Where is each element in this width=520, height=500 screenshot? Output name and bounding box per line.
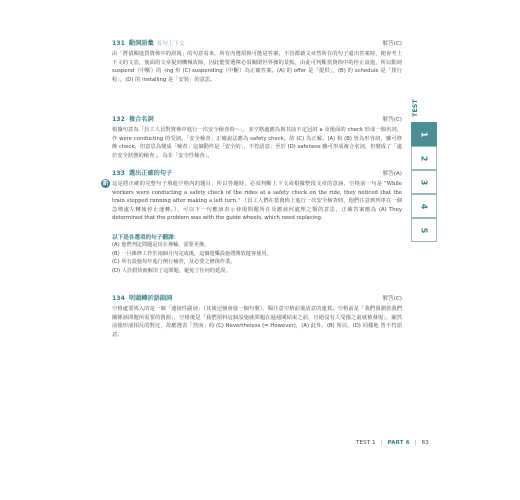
tab-label: 3 (419, 179, 429, 185)
options-heading: 以下是各選項的句子翻譯： (112, 234, 180, 241)
question-category: 選出正確的句子 (128, 170, 173, 177)
test-label: TEST (411, 99, 419, 117)
options-list (112, 241, 402, 275)
question-header (112, 116, 402, 124)
answer-label: 解答(C) (382, 41, 402, 47)
explanation-rest: （員工人們在當資佈上進行一次安全檢查時，他們注意到列車在一個急彎處左轉後停止運轉。），可以下一句應該表示發現問題所在及應該何處理之類的意思，正確答案應為 (A) They determined that the problem was with the guide wheels, which need replacing. (112, 198, 403, 222)
answer-label: 解答(C) (382, 117, 402, 123)
question-header (112, 295, 402, 303)
question-number: 134 (112, 295, 125, 302)
option-a: (A) 他們判定問題是出在導輪，需要更換。 (112, 241, 210, 248)
question-number: 133 (112, 170, 125, 177)
page-footer (356, 440, 429, 446)
tab-label: 2 (419, 155, 429, 161)
question-subcategory: 長句上下文 (156, 41, 185, 47)
question-number: 131 (112, 40, 125, 47)
option-b: (B) 一旦維修工作於兩個月內完成後，這個遊樂設施將開放遊客使用。 (112, 250, 272, 257)
page-number: 83 (421, 440, 429, 446)
answer-label: 解答(C) (382, 296, 402, 302)
explanation-text: 空格處要填入的是一個「連接性副詞」（其後逗號會接一個句號），閱注意空格前後語意的連貫。空格前是「我們預測當我們關係該問題所需要的資源」，空格後是「我們預料這個設施就問題在過週間結束之前，且絕沒有人受傷之前就被發現」，顯然前後形成相反的對比，故應選表「然而」的 (C) Nevertheless (= However)，(A) 此外、(B) 所以、(D) 同樣地 皆不符語意。 (112, 306, 402, 338)
footer-separator: | (380, 440, 383, 446)
tab-test-2[interactable] (411, 146, 437, 170)
explanation-text: 由「將偵閱進貨資佈中的誤報」的句意看來，所有內選項與可能是答案，不管都被文章然所在的句子還出答案時，便會考上下文的文意，後面的文章提到機械故障，因此能要選擇必須關閉世界操的景點，由此可判斷當資佈中的停止設施，所以動詞 suspend（中斷）的 -ing 形 (C) suspending（中斷）為正確答案。(A) 的 offer 是「提供」，(B) 的 schedule 是「排行程」，(D) 的 installing 是「安裝」的意思。 (112, 51, 402, 83)
question-131 (112, 40, 402, 84)
question-134 (112, 295, 402, 339)
explanation-text (112, 180, 402, 223)
quoted-sentence: "While workers were conducting a safety check of the rides at a safety check on the ride, they noticed that the train stopped running after making a left turn." (112, 181, 402, 205)
footer-separator: | (414, 440, 417, 446)
tab-test-3[interactable] (411, 170, 437, 194)
question-category: 明頭轉折語副詞 (128, 295, 173, 302)
question-number: 132 (112, 116, 125, 123)
tab-label: 4 (419, 203, 429, 209)
tab-test-4[interactable] (411, 194, 437, 218)
question-category: 動詞語彙 (128, 40, 154, 47)
question-133 (102, 170, 403, 275)
tab-test-5[interactable] (411, 218, 437, 242)
option-d: (D) 人員假快就解決了這問題，避免了任何的延誤。 (112, 267, 231, 274)
question-header (112, 170, 402, 178)
question-category: 複合名詞 (128, 116, 154, 123)
tab-label: 5 (419, 227, 429, 233)
tab-label: 1 (419, 131, 429, 137)
footer-test: TEST 1 (356, 440, 376, 446)
question-header (112, 40, 402, 48)
option-c: (C) 所有設施每年進行例行檢查，及必要之修復作業。 (112, 259, 236, 266)
question-132 (112, 116, 402, 160)
new-badge: 新 (102, 180, 109, 187)
answer-label: 解答(A) (382, 171, 402, 177)
tab-test-1[interactable] (411, 122, 437, 146)
explanation-text: 根據句意為「員工人員對資佈中進行一次安全檢查時～」，並空格處應為與其前不定冠詞 a 及後面的 check 形成一個名詞，作 were conducting 的受詞。「安全檢查」正確說法應為 safety check，故 (C) 為正解。(A) 和 (B) 皆為形容詞，雖可修飾 check，但意思為變成「檢查」這個動作是「安全的」，不符語意；至於 (D) safeness 雖可形成複合名詞，但變成了「處於安全狀態的檢查」，為非「安全性檢查」。 (112, 127, 402, 159)
explanation-intro: 這是將正確的完整句子填進空格內的題目，所以答題時，必須判斷上下文或根據整段文章的意涵，空格前一句是 (112, 181, 383, 187)
footer-part: PART 6 (387, 440, 410, 446)
